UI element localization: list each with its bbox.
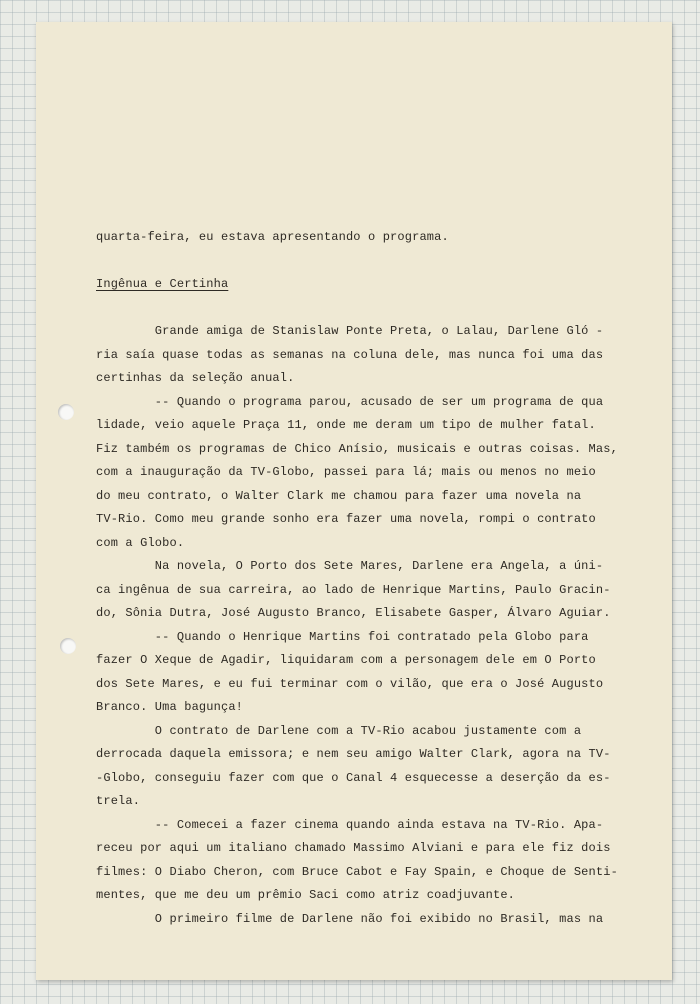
text-line: certinhas da seleção anual. (96, 371, 295, 385)
text-line: ca ingênua de sua carreira, ao lado de Henrique Martins, Paulo Gracin- (96, 582, 611, 597)
text-line: -Globo, conseguiu fazer com que o Canal 4 esquecesse a deserção da es- (96, 770, 611, 785)
text-line: Grande amiga de Stanislaw Ponte Preta, o Lalau, Darlene Gló - (96, 324, 604, 338)
typewritten-page (36, 22, 672, 980)
text-line: O primeiro filme de Darlene não foi exibido no Brasil, mas na (96, 911, 604, 926)
text-line: mentes, que me deu um prêmio Saci como atriz coadjuvante. (96, 888, 516, 902)
text-line: O contrato de Darlene com a TV-Rio acabou justamente com a (96, 723, 582, 738)
section-heading: Ingênua e Certinha (96, 277, 229, 291)
text-line: -- Quando o Henrique Martins foi contratado pela Globo para (96, 629, 589, 644)
text-line: dos Sete Mares, e eu fui terminar com o vilão, que era o José Augusto (96, 676, 604, 691)
text-line: trela. (96, 794, 141, 808)
text-line: com a Globo. (96, 535, 185, 550)
text-line: do, Sônia Dutra, José Augusto Branco, Elisabete Gasper, Álvaro Aguiar. (96, 606, 611, 620)
punch-hole-lower (60, 638, 76, 654)
text-line: -- Comecei a fazer cinema quando ainda estava na TV-Rio. Apa- (96, 817, 604, 832)
text-line: derrocada daquela emissora; e nem seu amigo Walter Clark, agora na TV- (96, 747, 611, 761)
text-line: fazer O Xeque de Agadir, liquidaram com a personagem dele em O Porto (96, 653, 596, 667)
text-line: receu por aqui um italiano chamado Massimo Alviani e para ele fiz dois (96, 841, 611, 855)
text-line: filmes: O Diabo Cheron, com Bruce Cabot e Fay Spain, e Choque de Senti- (96, 864, 618, 879)
text-line: Na novela, O Porto dos Sete Mares, Darlene era Angela, a úni- (96, 559, 604, 573)
page-text (96, 226, 652, 931)
text-line: lidade, veio aquele Praça 11, onde me deram um tipo de mulher fatal. (96, 418, 596, 432)
text-line: quarta-feira, eu estava apresentando o programa. (96, 230, 449, 244)
punch-hole-upper (58, 404, 74, 420)
text-line: Fiz também os programas de Chico Anísio, musicais e outras coisas. Mas, (96, 441, 618, 456)
text-line: do meu contrato, o Walter Clark me chamou para fazer uma novela na (96, 488, 582, 503)
text-line: com a inauguração da TV-Globo, passei para lá; mais ou menos no meio (96, 465, 596, 479)
text-line: -- Quando o programa parou, acusado de ser um programa de qua (96, 394, 604, 409)
text-line: TV-Rio. Como meu grande sonho era fazer uma novela, rompi o contrato (96, 512, 596, 526)
text-line: ria saía quase todas as semanas na coluna dele, mas nunca foi uma das (96, 347, 604, 362)
text-line: Branco. Uma bagunça! (96, 700, 244, 714)
